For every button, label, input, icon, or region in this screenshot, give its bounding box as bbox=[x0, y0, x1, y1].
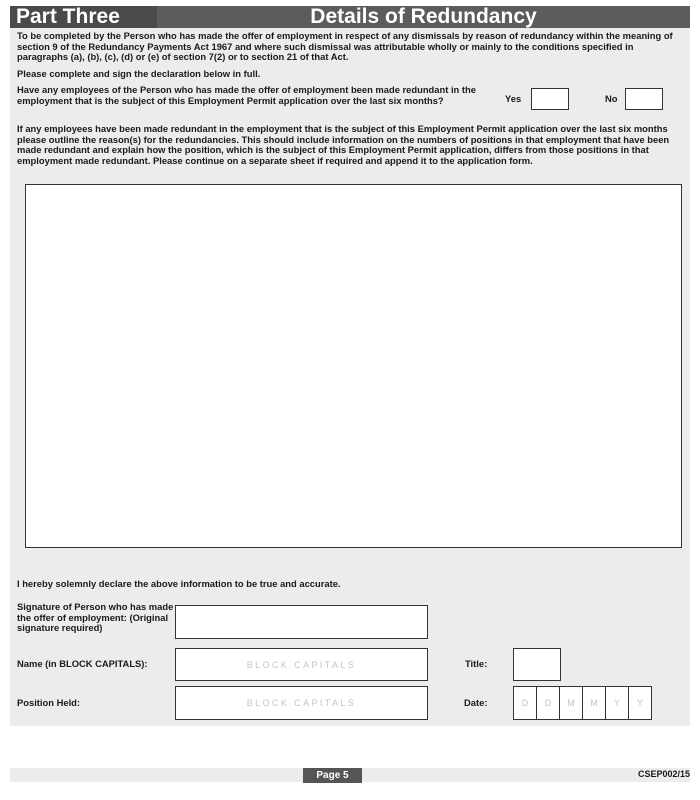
form-panel bbox=[10, 28, 690, 726]
name-field[interactable] bbox=[175, 648, 428, 681]
page-number: Page 5 bbox=[303, 768, 362, 783]
intro-text: To be completed by the Person who has made the offer of employment in respect of any dismissals by reason of redundancy within the meaning of section 9 of the Redundancy Payments Act 1967 and where such dismissal was attributable wholly or mainly to the conditions specified in paragraphs (a), (b), (c), (d) or (e) of section 7(2) or to section 21 of that Act. bbox=[17, 30, 673, 63]
form-code: CSEP002/15 bbox=[637, 769, 690, 779]
date-month-1[interactable]: M bbox=[559, 686, 583, 720]
signature-label: Signature of Person who has made the offer of employment: (Original signature required) bbox=[17, 601, 174, 634]
position-field[interactable] bbox=[175, 686, 428, 720]
date-year-1[interactable]: Y bbox=[605, 686, 629, 720]
yes-checkbox[interactable] bbox=[531, 88, 569, 110]
name-label: Name (in BLOCK CAPITALS): bbox=[17, 658, 148, 669]
title-field[interactable] bbox=[513, 648, 561, 681]
declaration-statement: I hereby solemnly declare the above information to be true and accurate. bbox=[17, 578, 341, 589]
no-checkbox[interactable] bbox=[625, 88, 663, 110]
section-title: Details of Redundancy bbox=[310, 5, 537, 28]
signature-field[interactable] bbox=[175, 605, 428, 639]
name-placeholder: BLOCK CAPITALS bbox=[246, 659, 357, 670]
position-label: Position Held: bbox=[17, 697, 81, 708]
part-label: Part Three bbox=[10, 6, 157, 28]
date-label: Date: bbox=[464, 697, 488, 708]
redundancy-question: Have any employees of the Person who has made the offer of employment been made redundant in the employment that is the subject of this Employment Permit application over the last six months? bbox=[17, 84, 476, 106]
date-field bbox=[513, 686, 652, 720]
date-day-2[interactable]: D bbox=[536, 686, 560, 720]
instruction-text: Please complete and sign the declaration below in full. bbox=[17, 68, 261, 79]
date-year-2[interactable]: Y bbox=[628, 686, 652, 720]
date-day-1[interactable]: D bbox=[513, 686, 537, 720]
redundancy-reasons-textarea[interactable] bbox=[25, 184, 682, 548]
section-header bbox=[10, 6, 690, 28]
position-placeholder: BLOCK CAPITALS bbox=[246, 698, 357, 708]
no-label: No bbox=[605, 93, 618, 104]
title-label: Title: bbox=[465, 658, 488, 669]
yes-label: Yes bbox=[505, 93, 522, 104]
date-month-2[interactable]: M bbox=[582, 686, 606, 720]
explanation-instructions: If any employees have been made redundant in the employment that is the subject of this Employment Permit application over the last six months please outline the reason(s) for the redundancies. This should include information on the numbers of positions in that employment that have been made redundant and explain how the position, which is the subject of this Employment Permit application, differs from those positions in that employment made redundant. Please continue on a separate sheet if required and append it to the application form. bbox=[17, 123, 670, 166]
